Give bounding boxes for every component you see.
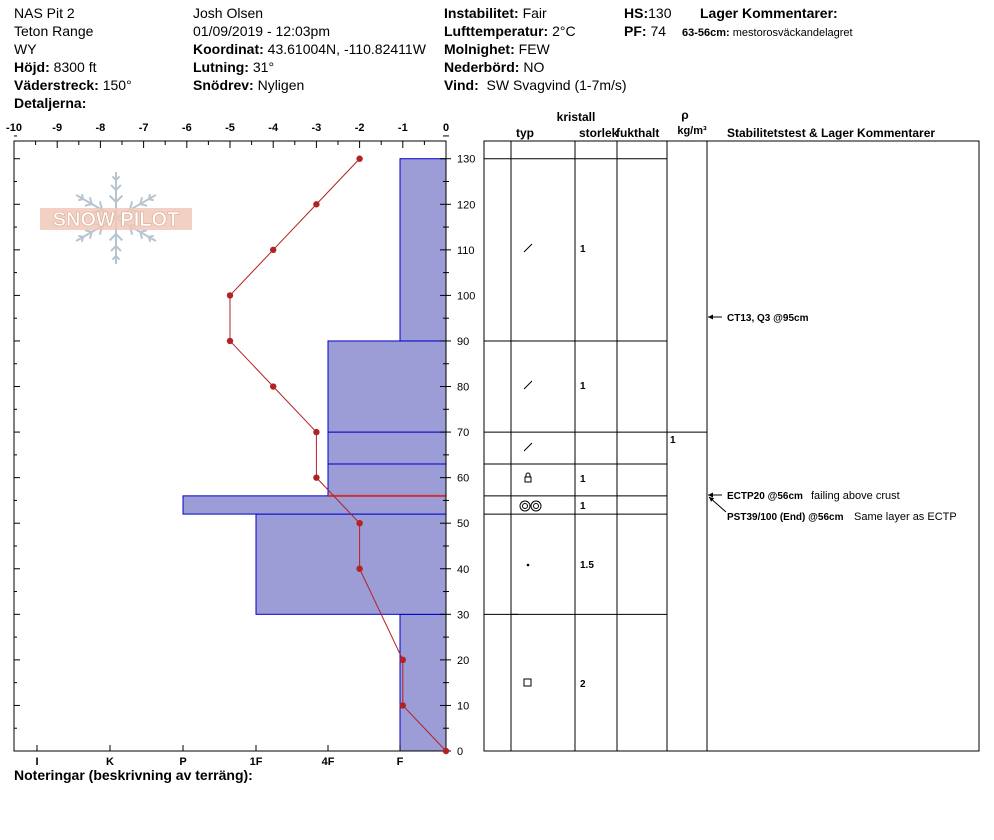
rho-header: ρ (681, 108, 689, 122)
height-tick-label: 10 (457, 700, 470, 713)
range-name: Teton Range (14, 23, 94, 39)
pf-label: PF: (624, 23, 647, 39)
drift-label: Snödrev: (193, 77, 254, 93)
coord-value: 43.61004N, -110.82411W (267, 41, 426, 57)
flake-branch (85, 204, 92, 206)
hardness-bar (183, 496, 446, 514)
ct-test-marker (708, 313, 809, 324)
temperature-point (313, 201, 319, 207)
size-cell: 1 (580, 501, 586, 512)
sky-value: FEW (518, 41, 550, 57)
melt-freeze-crust-icon (525, 473, 531, 482)
type-header: typ (516, 126, 534, 140)
temperature-point (356, 520, 362, 526)
state-name: WY (14, 41, 37, 57)
precip-label: Nederbörd: (444, 59, 520, 75)
melt-clusters-icon (520, 501, 541, 511)
moisture-header: fukthalt (616, 126, 660, 140)
temp-tick-label: -7 (138, 122, 149, 134)
flake-branch (149, 194, 150, 199)
temp-tick-label: -6 (181, 122, 192, 134)
temp-tick-label: -1 (397, 122, 408, 134)
hardness-bar (400, 614, 446, 751)
layer-comment-range: 63-56cm: (682, 27, 730, 39)
sky-label: Molnighet: (444, 41, 515, 57)
ectp-test-comment: failing above crust (811, 490, 900, 502)
height-tick-label: 0 (457, 746, 464, 758)
height-tick-label: 40 (457, 563, 470, 576)
aspect-label: Väderstreck: (14, 77, 99, 93)
size-cell: 1.5 (580, 560, 594, 571)
height-tick-label: 20 (457, 654, 470, 667)
hardness-label: K (106, 756, 114, 768)
size-cell: 1 (580, 381, 586, 392)
temp-tick-label: -10 (6, 122, 22, 134)
flake-branch (82, 237, 83, 242)
temperature-point (400, 702, 406, 708)
datetime: 01/09/2019 - 12:03pm (193, 23, 330, 39)
layer-comments-title: Lager Kommentarer: (700, 5, 838, 21)
stratigraphy-table (484, 108, 979, 751)
size-cell: 1 (580, 244, 586, 255)
logo-text: SNOW PILOT (52, 209, 180, 231)
flake-branch (149, 199, 154, 200)
density-cell: 1 (670, 435, 676, 446)
temperature-point (356, 566, 362, 572)
temperature-point (356, 156, 362, 162)
ectp-test-label: ECTP20 @56cm (727, 491, 803, 502)
density-unit-header: kg/m³ (677, 125, 707, 137)
pit-name: NAS Pit 2 (14, 5, 75, 21)
ectp-test-marker (708, 490, 900, 502)
temperature-point (270, 247, 276, 253)
temp-tick-label: 0 (442, 122, 450, 134)
height-tick-label: 130 (457, 153, 476, 166)
pst-test-comment: Same layer as ECTP (854, 511, 957, 523)
flake-branch (140, 204, 147, 206)
hardness-bar (256, 514, 446, 614)
wind-label: Vind: (444, 77, 479, 93)
faceted-crystal-icon (524, 679, 531, 686)
temperature-point (400, 657, 406, 663)
flake-branch (78, 236, 83, 237)
temp-tick-label: -8 (95, 122, 106, 134)
temp-tick-label: -5 (225, 122, 235, 134)
table-frame (484, 141, 979, 751)
temperature-point (227, 292, 233, 298)
temp-tick-label: -4 (268, 122, 279, 134)
ct-test-label: CT13, Q3 @95cm (727, 313, 809, 324)
wind-value: SW Svagvind (1-7m/s) (486, 77, 627, 93)
temperature-point (227, 338, 233, 344)
hardness-bar (328, 341, 446, 432)
hardness-label: F (396, 756, 404, 768)
aspect-value: 150° (102, 77, 132, 93)
temperature-point (270, 383, 276, 389)
layer-comment-text: mestorosväckandelagret (732, 27, 853, 39)
height-tick-label: 120 (457, 199, 476, 212)
temperature-point (313, 474, 319, 480)
flake-branch (149, 236, 154, 237)
faceted-rounding-icon (524, 381, 532, 389)
notes-label: Noteringar (beskrivning av terräng): (14, 767, 253, 783)
hardness-profile (183, 159, 446, 751)
height-tick-label: 100 (457, 290, 476, 303)
slope-value: 31° (252, 59, 275, 75)
precip-value: NO (523, 59, 545, 75)
faceted-rounding-icon (524, 244, 532, 252)
coord-label: Koordinat: (193, 41, 264, 57)
flake-branch (78, 199, 83, 200)
height-tick-label: 110 (457, 244, 475, 257)
rounded-grain-icon (527, 564, 530, 567)
faceted-rounding-icon (524, 443, 532, 451)
hardness-label: 4F (321, 756, 335, 768)
slope-label: Lutning: (193, 59, 249, 75)
table-layer-lines (484, 159, 707, 615)
temp-tick-label: -9 (52, 122, 63, 134)
height-tick-label: 70 (457, 427, 470, 440)
size-cell: 2 (580, 679, 586, 690)
temp-tick-label: -3 (311, 122, 322, 134)
hardness-label: 1F (249, 756, 263, 768)
elevation-value: 8300 ft (53, 59, 97, 75)
temperature-point (313, 429, 319, 435)
temperature-point (443, 748, 449, 754)
observer: Josh Olsen (193, 5, 264, 21)
airtemp-label: Lufttemperatur: (444, 23, 549, 39)
hardness-label: P (179, 756, 187, 768)
size-header: storlek (579, 126, 619, 140)
drift-value: Nyligen (257, 77, 305, 93)
airtemp-value: 2°C (552, 23, 576, 39)
height-tick-label: 60 (457, 472, 470, 485)
elevation-label: Höjd: (14, 59, 50, 75)
instability-label: Instabilitet: (444, 5, 519, 21)
hardness-label: I (35, 756, 39, 768)
size-cell: 1 (580, 474, 586, 485)
hardness-bar (400, 159, 446, 341)
pf-value: 74 (650, 23, 667, 39)
height-tick-label: 90 (457, 335, 470, 348)
height-tick-label: 50 (457, 518, 470, 531)
crystal-header: kristall (556, 110, 596, 124)
hardness-bar (328, 432, 446, 464)
hs-value: 130 (648, 5, 672, 21)
details-label: Detaljerna: (14, 95, 87, 111)
hardness-bar (328, 464, 446, 496)
hs-label: HS: (624, 5, 649, 21)
snowpilot-logo (40, 172, 192, 264)
pst-test-label: PST39/100 (End) @56cm (727, 512, 844, 523)
temp-tick-label: -2 (354, 122, 365, 134)
height-tick-label: 80 (457, 381, 470, 394)
height-tick-label: 30 (457, 609, 470, 622)
instability-value: Fair (522, 5, 547, 21)
stability-header: Stabilitetstest & Lager Kommentarer (727, 126, 936, 140)
